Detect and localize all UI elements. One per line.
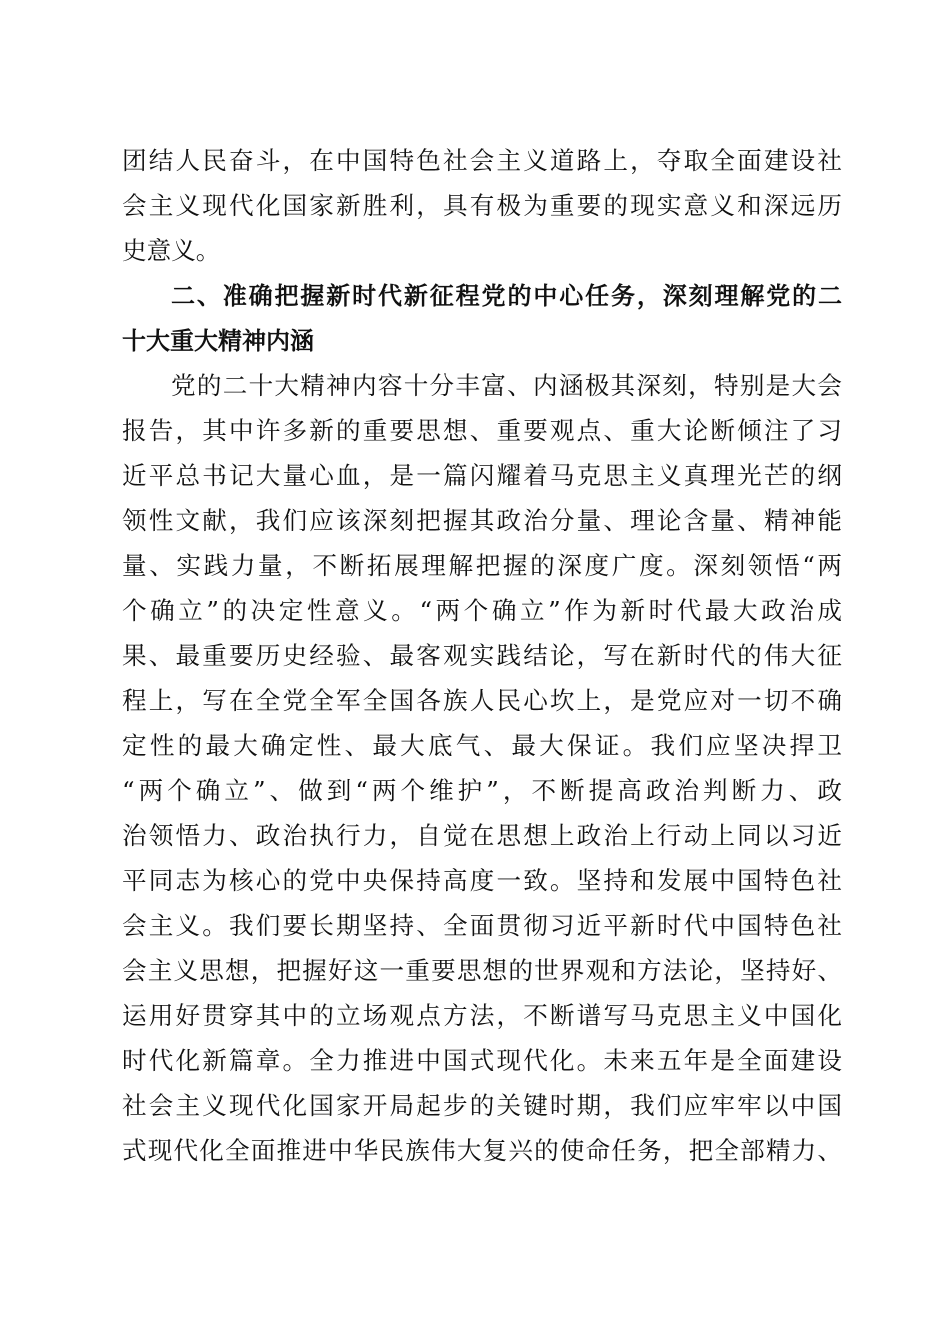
paragraph-1-line: 史意义。 [122,236,221,265]
paragraph-1-line: 团结人民奋斗，在中国特色社会主义道路上，夺取全面建设社 [122,146,842,175]
paragraph-2-line: “两个确立”、做到“两个维护”，不断提高政治判断力、政 [122,776,842,805]
paragraph-2-line: 近平总书记大量心血，是一篇闪耀着马克思主义真理光芒的纲 [122,461,842,490]
paragraph-2-line: 报告，其中许多新的重要思想、重要观点、重大论断倾注了习 [122,416,842,445]
paragraph-2-line: 果、最重要历史经验、最客观实践结论，写在新时代的伟大征 [122,641,842,670]
paragraph-2-line: 党的二十大精神内容十分丰富、内涵极其深刻，特别是大会 [171,371,842,400]
paragraph-2-line: 平同志为核心的党中央保持高度一致。坚持和发展中国特色社 [122,866,842,895]
paragraph-2-line: 会主义思想，把握好这一重要思想的世界观和方法论，坚持好、 [122,956,842,985]
paragraph-2-line: 社会主义现代化国家开局起步的关键时期，我们应牢牢以中国 [122,1091,842,1120]
section-heading-line: 十大重大精神内涵 [122,327,314,355]
paragraph-2-line: 程上，写在全党全军全国各族人民心坎上，是党应对一切不确 [122,686,842,715]
paragraph-2-line: 领性文献，我们应该深刻把握其政治分量、理论含量、精神能 [122,506,842,535]
paragraph-2-line: 运用好贯穿其中的立场观点方法，不断谱写马克思主义中国化 [122,1001,842,1030]
paragraph-2-line: 时代化新篇章。全力推进中国式现代化。未来五年是全面建设 [122,1046,842,1075]
paragraph-2-line: 式现代化全面推进中华民族伟大复兴的使命任务，把全部精力、 [122,1136,842,1165]
paragraph-2-line: 治领悟力、政治执行力，自觉在思想上政治上行动上同以习近 [122,821,842,850]
paragraph-2-line: 会主义。我们要长期坚持、全面贯彻习近平新时代中国特色社 [122,911,842,940]
paragraph-2-line: 个确立”的决定性意义。“两个确立”作为新时代最大政治成 [122,596,842,625]
paragraph-2-line: 量、实践力量，不断拓展理解把握的深度广度。深刻领悟“两 [122,551,842,580]
paragraph-1-line: 会主义现代化国家新胜利，具有极为重要的现实意义和深远历 [122,191,842,220]
paragraph-2-line: 定性的最大确定性、最大底气、最大保证。我们应坚决捍卫 [122,731,842,760]
section-heading-line: 二、准确把握新时代新征程党的中心任务，深刻理解党的二 [171,282,842,310]
